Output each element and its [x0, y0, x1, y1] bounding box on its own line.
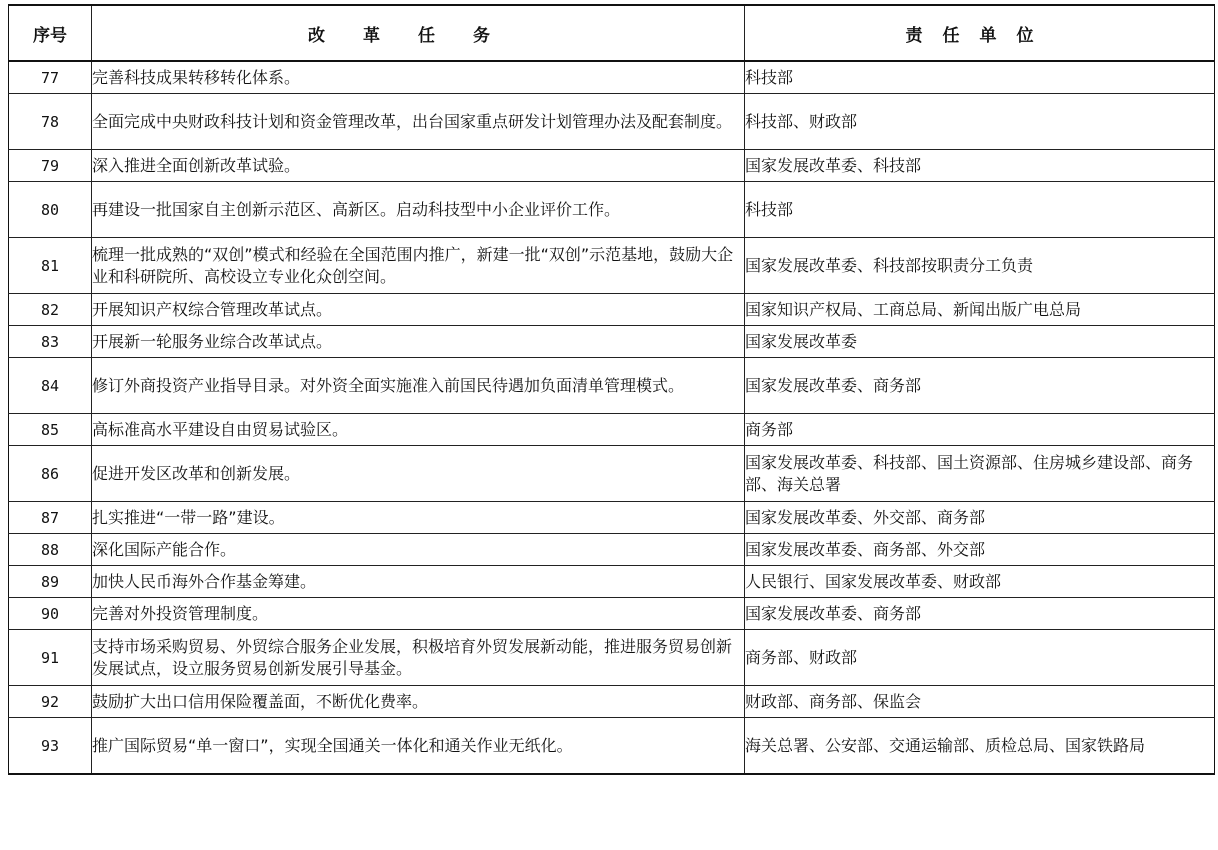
row-number: 82	[9, 294, 92, 326]
row-task: 扎实推进“一带一路”建设。	[92, 502, 745, 534]
row-unit: 海关总署、公安部、交通运输部、质检总局、国家铁路局	[745, 718, 1215, 775]
row-number: 81	[9, 238, 92, 294]
row-unit: 国家发展改革委、科技部	[745, 150, 1215, 182]
row-task: 促进开发区改革和创新发展。	[92, 446, 745, 502]
row-task: 高标准高水平建设自由贸易试验区。	[92, 414, 745, 446]
table-row	[9, 414, 1215, 446]
row-number: 77	[9, 61, 92, 94]
table-row	[9, 358, 1215, 414]
table-row	[9, 630, 1215, 686]
row-task: 完善科技成果转移转化体系。	[92, 61, 745, 94]
document-page	[8, 4, 1211, 775]
table-row	[9, 718, 1215, 775]
table-row	[9, 502, 1215, 534]
row-task: 支持市场采购贸易、外贸综合服务企业发展，积极培育外贸发展新动能，推进服务贸易创新发展试点，设立服务贸易创新发展引导基金。	[92, 630, 745, 686]
row-number: 89	[9, 566, 92, 598]
row-unit: 国家发展改革委、外交部、商务部	[745, 502, 1215, 534]
table-row	[9, 150, 1215, 182]
table-row	[9, 326, 1215, 358]
row-task: 修订外商投资产业指导目录。对外资全面实施准入前国民待遇加负面清单管理模式。	[92, 358, 745, 414]
header-reform-task: 改革任务	[92, 5, 745, 61]
header-serial-number: 序号	[9, 5, 92, 61]
row-number: 92	[9, 686, 92, 718]
row-task: 开展新一轮服务业综合改革试点。	[92, 326, 745, 358]
row-task: 完善对外投资管理制度。	[92, 598, 745, 630]
header-row	[9, 5, 1215, 61]
table-row	[9, 686, 1215, 718]
row-task: 再建设一批国家自主创新示范区、高新区。启动科技型中小企业评价工作。	[92, 182, 745, 238]
row-unit: 科技部、财政部	[745, 94, 1215, 150]
row-task: 梳理一批成熟的“双创”模式和经验在全国范围内推广，新建一批“双创”示范基地，鼓励大企业和科研院所、高校设立专业化众创空间。	[92, 238, 745, 294]
row-number: 90	[9, 598, 92, 630]
table-row	[9, 238, 1215, 294]
row-unit: 国家发展改革委、科技部、国土资源部、住房城乡建设部、商务部、海关总署	[745, 446, 1215, 502]
row-number: 83	[9, 326, 92, 358]
table-row	[9, 446, 1215, 502]
row-unit: 商务部、财政部	[745, 630, 1215, 686]
row-task: 加快人民币海外合作基金筹建。	[92, 566, 745, 598]
row-unit: 商务部	[745, 414, 1215, 446]
header-responsible-unit: 责任单位	[745, 5, 1215, 61]
row-number: 85	[9, 414, 92, 446]
row-number: 87	[9, 502, 92, 534]
row-unit: 国家发展改革委、科技部按职责分工负责	[745, 238, 1215, 294]
row-number: 84	[9, 358, 92, 414]
row-number: 86	[9, 446, 92, 502]
table-header	[9, 5, 1215, 61]
row-number: 91	[9, 630, 92, 686]
row-unit: 财政部、商务部、保监会	[745, 686, 1215, 718]
table-row	[9, 566, 1215, 598]
row-task: 深入推进全面创新改革试验。	[92, 150, 745, 182]
row-unit: 国家发展改革委	[745, 326, 1215, 358]
reform-task-table	[8, 4, 1215, 775]
row-unit: 科技部	[745, 61, 1215, 94]
row-unit: 科技部	[745, 182, 1215, 238]
row-unit: 国家知识产权局、工商总局、新闻出版广电总局	[745, 294, 1215, 326]
table-row	[9, 294, 1215, 326]
table-row	[9, 182, 1215, 238]
row-task: 鼓励扩大出口信用保险覆盖面，不断优化费率。	[92, 686, 745, 718]
row-number: 80	[9, 182, 92, 238]
row-unit: 国家发展改革委、商务部	[745, 358, 1215, 414]
row-unit: 人民银行、国家发展改革委、财政部	[745, 566, 1215, 598]
table-row	[9, 61, 1215, 94]
row-number: 88	[9, 534, 92, 566]
table-body	[9, 61, 1215, 774]
table-row	[9, 534, 1215, 566]
row-task: 开展知识产权综合管理改革试点。	[92, 294, 745, 326]
row-number: 93	[9, 718, 92, 775]
row-task: 深化国际产能合作。	[92, 534, 745, 566]
row-task: 全面完成中央财政科技计划和资金管理改革，出台国家重点研发计划管理办法及配套制度。	[92, 94, 745, 150]
table-row	[9, 94, 1215, 150]
table-row	[9, 598, 1215, 630]
row-number: 78	[9, 94, 92, 150]
row-unit: 国家发展改革委、商务部、外交部	[745, 534, 1215, 566]
row-task: 推广国际贸易“单一窗口”，实现全国通关一体化和通关作业无纸化。	[92, 718, 745, 775]
row-unit: 国家发展改革委、商务部	[745, 598, 1215, 630]
row-number: 79	[9, 150, 92, 182]
